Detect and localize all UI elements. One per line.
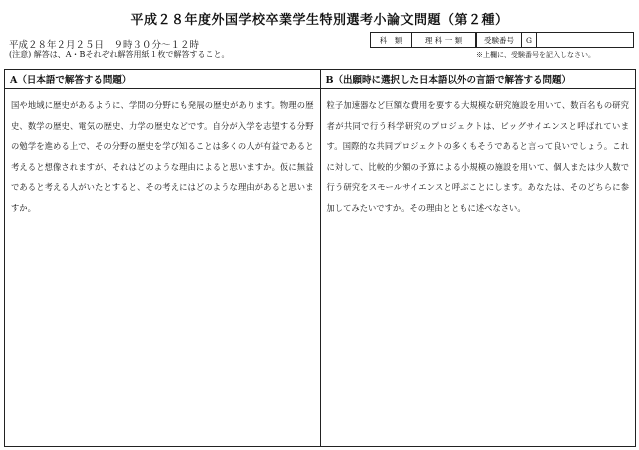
section-b-body: 粒子加速器など巨額な費用を要する大規模な研究施設を用いて、数百名もの研究者が共同で行う科学研究のプロジェクトは、ビッグサイエンスと呼ばれています。国際的な共同プロジェクトの多くもそうであると言って良いでしょう。これに対して、比較的少額の予算による小規模の施設を用いて、個人または少人数で行う研究をスモールサイエンスと呼ぶことにします。あなたは、そのどちらに参加してみたいですか。その理由とともに述べなさい。: [326, 100, 629, 213]
question-table: [4, 69, 636, 447]
section-a: [5, 70, 320, 446]
section-a-heading: A（日本語で解答する問題）: [5, 70, 320, 89]
exam-datetime: 平成２８年２月２５日 ９時３０分～１２時: [9, 40, 200, 51]
section-a-body: 国や地域に歴史があるように、学問の分野にも発展の歴史があります。物理の歴史、数学の歴史、電気の歴史、力学の歴史などです。自分が入学を志望する分野の勉学を進める上で、その分野の歴史を学び知ることは多くの人が有益であると考えると想像されますが、それはどのような理由によると思いますか。仮に無益であると考える人がいたとすると、その考えにはどのような理由があると思いますか。: [11, 100, 314, 213]
exam-number-label: 受験番号: [477, 33, 522, 47]
subject-value: 理 科 一 類: [424, 35, 463, 45]
subject-field: [370, 32, 476, 48]
exam-number-prefix: G: [522, 33, 537, 47]
exam-number-input[interactable]: [537, 33, 633, 47]
exam-number-note: ※上欄に、受験番号を記入しなさい。: [476, 51, 595, 59]
exam-number-field: [476, 32, 634, 48]
subject-label: 科 類: [371, 33, 412, 47]
section-b: [320, 70, 636, 446]
page-title: 平成２８年度外国学校卒業学生特別選考小論文問題（第２種）: [130, 13, 509, 28]
section-b-heading: B（出願時に選択した日本語以外の言語で解答する問題）: [321, 70, 636, 89]
instructions-note: (注意) 解答は、A・Bそれぞれ解答用紙１枚で解答すること。: [9, 50, 230, 59]
